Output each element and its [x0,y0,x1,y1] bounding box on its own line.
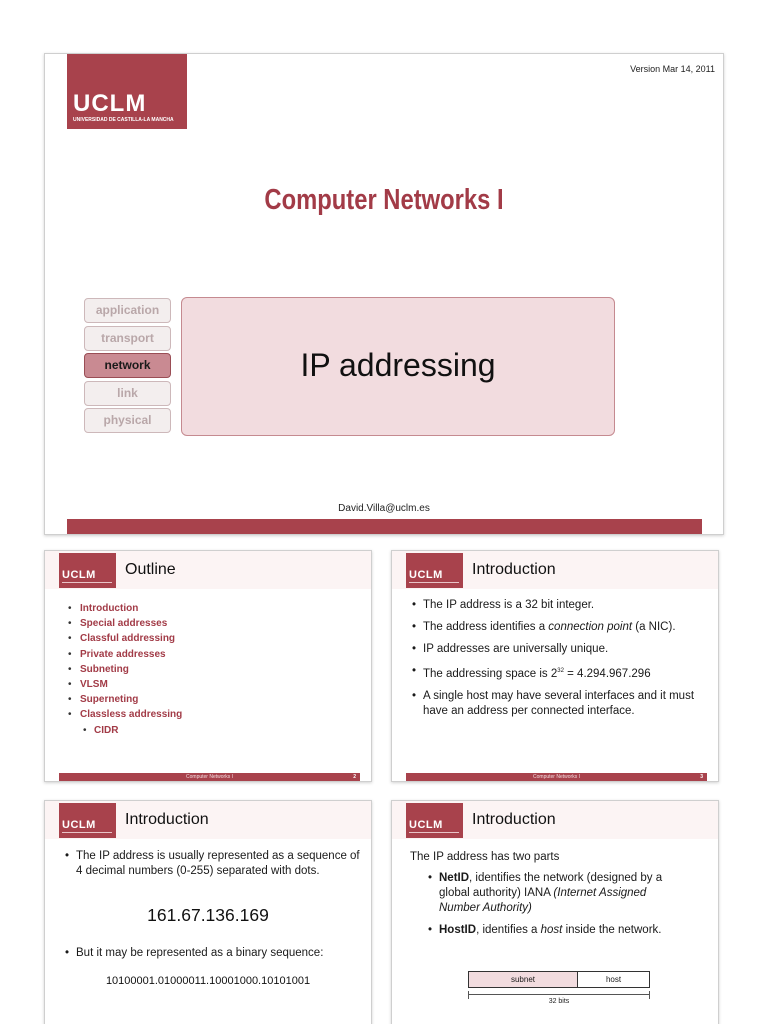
footer-bar [67,519,702,535]
ip-example-decimal: 161.67.136.169 [147,905,269,925]
intro-text: The IP address has two parts [410,851,560,863]
bits-label: 32 bits [548,998,570,1005]
outline-item: • Private addresses [63,647,182,662]
logo-text: UCLM [62,569,96,581]
outline-item: • Classful addressing [63,631,182,646]
uclm-logo [67,54,187,129]
subnet-field: subnet [469,972,578,987]
outline-subitem: • CIDR [63,723,182,738]
layer-link: link [84,381,171,406]
outline-list [63,601,182,738]
outline-item: • Special addresses [63,616,182,631]
course-title: Computer Networks I [264,184,504,216]
layer-transport: transport [84,326,171,351]
bullet-item: • A single host may have several interfaces and it must have an address per connected interface. [412,689,704,719]
network-layer-stack [84,298,171,436]
introduction-slide-2 [44,800,372,1024]
slide-title: Introduction [472,561,556,578]
bullet-list [412,598,704,726]
uclm-logo [59,803,116,838]
bullet-item: • HostID, identifies a host inside the network. [428,923,678,938]
bullet-item: • The IP address is usually represented as a sequence of 4 decimal numbers (0-255) separated with dots. [65,849,360,879]
outline-item: • Introduction [63,601,182,616]
uclm-logo [406,803,463,838]
slide-title: Introduction [125,811,209,828]
slide-title: Introduction [472,811,556,828]
layer-network: network [84,353,171,378]
bullet-item: • But it may be represented as a binary sequence: [65,946,360,961]
bullet-item: • IP addresses are universally unique. [412,642,704,657]
slide-header [392,551,718,589]
slide-footer [406,773,707,781]
introduction-slide-3 [391,800,719,1024]
bullet-item: • The IP address is a 32 bit integer. [412,598,704,613]
host-field: host [605,975,622,984]
layer-physical: physical [84,408,171,433]
topic-box [181,297,615,436]
logo-text: UCLM [409,569,443,581]
logo-text: UCLM [73,90,147,117]
outline-item: • Subneting [63,662,182,677]
outline-item: • Superneting [63,692,182,707]
slide-header [45,551,371,589]
version-label: Version Mar 14, 2011 [630,64,715,74]
page-number: 3 [700,774,703,780]
logo-text: UCLM [409,819,443,831]
bullet-item: • The address identifies a connection point (a NIC). [412,620,704,635]
bullet-item: • The addressing space is $2^{32} = 4.294.967.296$ [412,664,704,682]
uclm-logo [59,553,116,588]
title-slide [44,53,724,535]
outline-item: • Classless addressing [63,707,182,722]
outline-item: • VLSM [63,677,182,692]
logo-subtitle: UNIVERSIDAD DE CASTILLA-LA MANCHA [73,117,174,123]
ip-example-binary: 10100001.01000011.10001000.10101001 [105,975,311,987]
footer-text: Computer Networks I [186,774,233,780]
layer-application: application [84,298,171,323]
bullet-item: • NetID, identifies the network (designed by a global authority) IANA (Internet Assigned Number Authority) [428,871,678,916]
page-number: 2 [353,774,356,780]
dimension-line [468,994,650,995]
bullet-list [428,871,678,945]
slide-header [45,801,371,839]
author-email: David.Villa@uclm.es [338,503,430,514]
topic-title: IP addressing [300,347,496,383]
slide-title: Outline [125,561,176,578]
uclm-logo [406,553,463,588]
logo-text: UCLM [62,819,96,831]
slide-footer [59,773,360,781]
address-diagram [468,971,650,988]
introduction-slide-1 [391,550,719,782]
footer-text: Computer Networks I [533,774,580,780]
slide-header [392,801,718,839]
outline-slide [44,550,372,782]
